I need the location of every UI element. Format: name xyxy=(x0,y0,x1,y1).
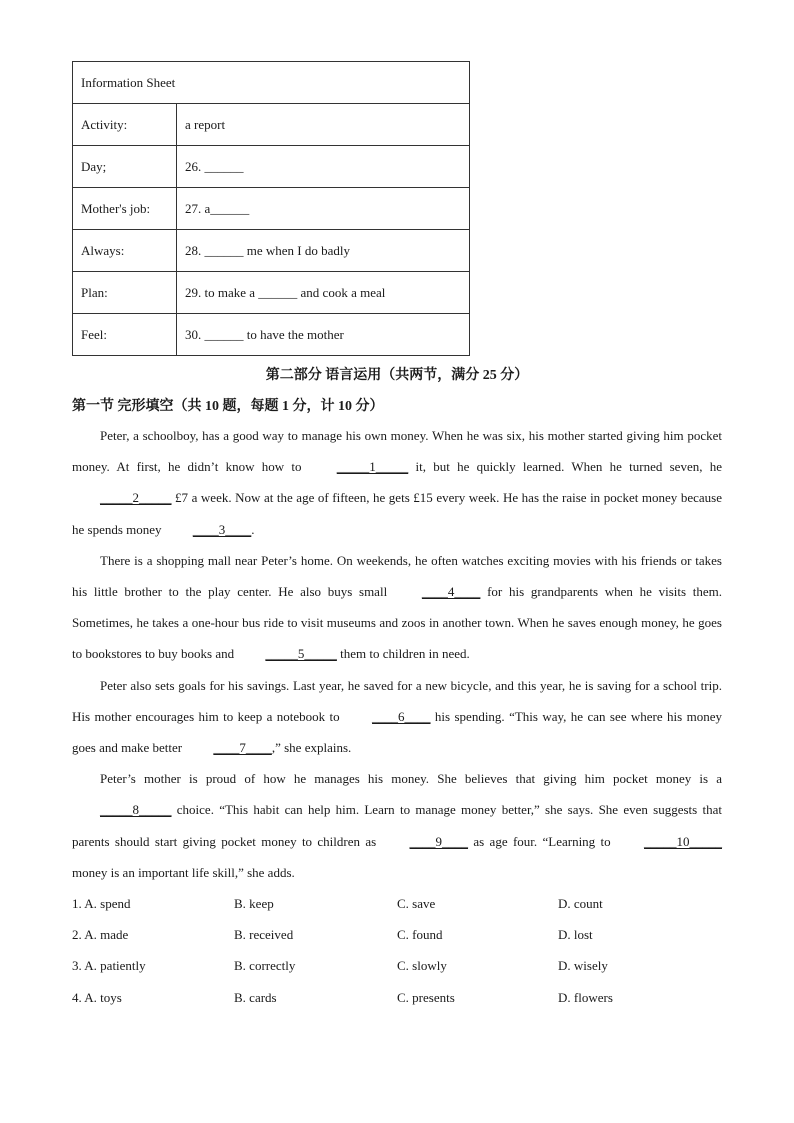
row-value: 28. ______ me when I do badly xyxy=(177,230,470,272)
row-key: Day; xyxy=(73,146,177,188)
option-b: B. correctly xyxy=(234,958,296,974)
paragraph-2 xyxy=(72,545,722,670)
passage-text: as age four. “Learning to xyxy=(468,833,616,849)
cloze-passage xyxy=(72,420,722,888)
blank-2: _____2_____ xyxy=(100,490,172,506)
passage-text: money is an important life skill,” she adds. xyxy=(72,864,295,880)
table-row xyxy=(73,230,470,272)
row-value: a report xyxy=(177,104,470,146)
question-3-options xyxy=(72,950,722,981)
option-c: C. presents xyxy=(397,989,455,1005)
option-c: C. save xyxy=(397,896,436,911)
passage-text: choice. “This habit can help him. Learn to manage money better,” she says. She even suggests that parents should start giving pocket money to children as xyxy=(72,802,722,849)
table-row xyxy=(73,146,470,188)
blank-8: _____8_____ xyxy=(100,802,172,818)
row-key: Activity: xyxy=(73,104,177,146)
paragraph-3 xyxy=(72,670,722,764)
subsection-title: 第一节 完形填空（共 10 题，每题 1 分，计 10 分） xyxy=(72,399,384,414)
blank-6: ____6____ xyxy=(372,708,431,724)
option-a: 4. A. toys xyxy=(72,989,122,1005)
row-value: 26. ______ xyxy=(177,146,470,188)
row-key: Feel: xyxy=(73,314,177,356)
table-row xyxy=(73,104,470,146)
blank-7: ____7____ xyxy=(213,740,272,756)
row-key: Always: xyxy=(73,230,177,272)
passage-text: his spending. “This way, he can see where his money goes and make better xyxy=(72,708,722,756)
table-header-row xyxy=(73,62,470,104)
blank-4: ____4____ xyxy=(421,584,481,600)
option-d: D. lost xyxy=(558,927,593,943)
blank-5: _____5_____ xyxy=(265,646,337,662)
passage-text: it, but he quickly learned. When he turned seven, he xyxy=(408,459,722,475)
row-value: 29. to make a ______ and cook a meal xyxy=(177,272,470,314)
passage-text: £7 a week. Now at the age of fifteen, he gets £15 every week. He has the raise in pocket money because he spends money xyxy=(72,490,722,537)
question-4-options xyxy=(72,982,722,1013)
table-row xyxy=(73,188,470,230)
option-b: B. keep xyxy=(234,896,274,911)
passage-text: There is a shopping mall near Peter’s home. On weekends, he often watches exciting movies with his friends or takes his little brother to the play center. He also buys small xyxy=(72,552,722,600)
table-title: Information Sheet xyxy=(73,62,470,104)
option-d: D. flowers xyxy=(558,989,613,1005)
passage-text: for his grandparents when he visits them. Sometimes, he takes a one-hour bus ride to visit museums and zoos in another town. When he saves enough money, he goes to bookstores to buy books and xyxy=(72,584,722,662)
answer-options xyxy=(72,888,722,1013)
table-row xyxy=(73,272,470,314)
row-key: Plan: xyxy=(73,272,177,314)
passage-text: Peter’s mother is proud of how he manages his money. She believes that giving him pocket money is a xyxy=(100,771,722,787)
row-value: 30. ______ to have the mother xyxy=(177,314,470,356)
passage-text: Peter, a schoolboy, has a good way to manage his own money. When he was six, his mother started giving him pocket money. At first, he didn’t know how to xyxy=(72,428,722,475)
blank-9: ____9____ xyxy=(409,833,469,849)
paragraph-4 xyxy=(72,763,722,888)
table-row xyxy=(73,314,470,356)
row-value: 27. a______ xyxy=(177,188,470,230)
option-a: 1. A. spend xyxy=(72,896,131,911)
option-b: B. cards xyxy=(234,989,277,1005)
option-d: D. count xyxy=(558,896,603,911)
passage-text: . xyxy=(251,521,255,537)
passage-text: them to children in need. xyxy=(336,646,470,662)
section-title: 第二部分 语言运用（共两节，满分 25 分） xyxy=(265,368,529,383)
option-a: 2. A. made xyxy=(72,927,129,943)
option-a: 3. A. patiently xyxy=(72,958,146,974)
information-sheet-table xyxy=(72,61,470,356)
blank-3: ____3____ xyxy=(192,521,252,537)
question-1-options xyxy=(72,888,722,919)
passage-text: Peter also sets goals for his savings. Last year, he saved for a new bicycle, and this year, he is saving for a school trip. His mother encourages him to keep a notebook to xyxy=(72,677,722,724)
blank-1: _____1_____ xyxy=(336,459,409,475)
passage-text: ,” she explains. xyxy=(271,740,352,756)
option-d: D. wisely xyxy=(558,958,608,974)
paragraph-1 xyxy=(72,420,722,545)
blank-10: _____10_____ xyxy=(644,833,722,849)
question-2-options xyxy=(72,919,722,950)
option-b: B. received xyxy=(234,927,294,943)
row-key: Mother's job: xyxy=(73,188,177,230)
option-c: C. slowly xyxy=(397,958,447,974)
option-c: C. found xyxy=(397,927,443,943)
